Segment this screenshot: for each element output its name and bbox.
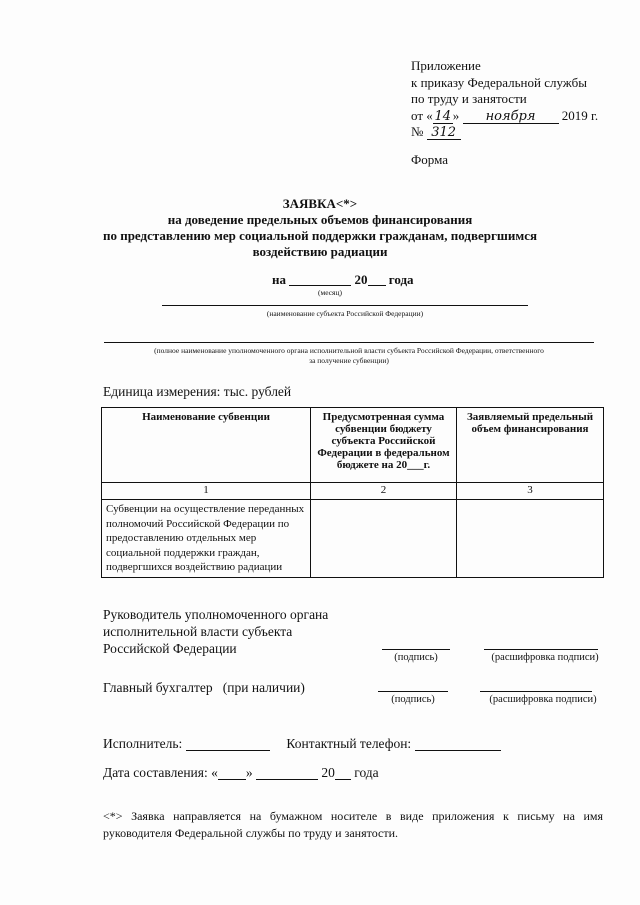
date-year: 2019 г. — [561, 107, 599, 123]
appendix-line2: к приказу Федеральной службы — [411, 74, 587, 90]
month-caption: (месяц) — [317, 288, 343, 297]
accountant-sign-caption: (подпись) — [391, 694, 435, 705]
head-signature-line[interactable] — [382, 649, 450, 650]
table-row — [102, 500, 604, 578]
accountant-signature-line[interactable] — [378, 691, 448, 692]
month-blank — [289, 274, 351, 286]
date-mid: » — [452, 107, 460, 123]
executor-label: Исполнитель: — [103, 736, 183, 751]
subject-caption: (наименование субъекта Российской Федерации) — [266, 309, 424, 318]
head-line3: Российской Федерации — [103, 641, 237, 656]
row-name-cell: Субвенции на осуществление переданных полномочий Российской Федерации по предоставлению отдельных мер социальной поддержки граждан, подвергшихся воздействию радиации — [102, 500, 311, 578]
compile-year-suffix: года — [354, 765, 379, 780]
year-prefix: 20 — [354, 272, 368, 287]
appendix-line1: Приложение — [411, 58, 481, 73]
form-label: Форма — [411, 152, 448, 167]
date-day: 14 — [434, 108, 452, 124]
compile-date-label: Дата составления: « — [103, 765, 218, 780]
title-line2: на доведение предельных объемов финансирования — [167, 212, 473, 227]
accountant-decode-line[interactable] — [480, 691, 592, 692]
head-decode-line[interactable] — [484, 649, 598, 650]
head-decode-caption: (расшифровка подписи) — [491, 652, 599, 663]
title-line1: ЗАЯВКА<*> — [282, 196, 358, 211]
header-cell-amount: Предусмотренная сумма субвенции бюджету субъекта Российской Федерации в федеральном бюджете на 20___г. — [311, 408, 457, 483]
header-cell-name: Наименование субвенции — [102, 408, 311, 483]
subject-line — [162, 305, 528, 306]
compile-year-prefix: 20 — [321, 765, 335, 780]
row-amount-cell[interactable] — [311, 500, 457, 578]
appendix-number — [411, 124, 598, 141]
head-block — [103, 606, 328, 657]
date-prefix: от « — [411, 107, 433, 123]
compile-day-field[interactable] — [218, 767, 246, 780]
period-prefix: на — [272, 272, 286, 287]
period-line — [272, 272, 414, 288]
number-cell-2: 2 — [311, 483, 457, 500]
subvention-table — [101, 407, 604, 578]
accountant-decode-caption: (расшифровка подписи) — [489, 694, 597, 705]
order-number: 312 — [427, 127, 461, 140]
phone-label: Контактный телефон: — [286, 736, 412, 751]
accountant-label: Главный бухгалтер (при наличии) — [103, 680, 305, 695]
organ-caption-line1: (полное наименование уполномоченного органа исполнительной власти субъекта Российской Федерации, ответственного — [154, 346, 544, 355]
table-header-row — [102, 408, 604, 483]
organ-line — [104, 342, 594, 343]
head-sign-caption: (подпись) — [394, 652, 438, 663]
date-month: ноября — [463, 111, 559, 124]
title-line3: по представлению мер социальной поддержки гражданам, подвергшимся — [102, 228, 538, 243]
year-suffix: года — [388, 272, 414, 287]
head-line1: Руководитель уполномоченного органа — [103, 607, 329, 622]
row-requested-cell[interactable] — [457, 500, 604, 578]
unit-label: Единица измерения: тыс. рублей — [103, 384, 292, 399]
appendix-date — [411, 108, 598, 125]
appendix-block — [411, 58, 598, 141]
year-blank — [368, 274, 386, 286]
compile-month-field[interactable] — [256, 767, 318, 780]
header-cell-requested: Заявляемый предельный объем финансирования — [457, 408, 604, 483]
number-prefix: № — [411, 124, 424, 139]
head-line2: исполнительной власти субъекта — [103, 624, 293, 639]
footnote: <*> Заявка направляется на бумажном носителе в виде приложения к письму на имя руководителя Федеральной службы по труду и занятости. — [103, 809, 603, 840]
executor-field[interactable] — [186, 738, 270, 751]
compile-year-field[interactable] — [335, 767, 351, 780]
phone-field[interactable] — [415, 738, 501, 751]
number-cell-1: 1 — [102, 483, 311, 500]
appendix-line3: по труду и занятости — [411, 91, 527, 106]
title-line4: воздействию радиации — [252, 244, 388, 259]
table-number-row — [102, 483, 604, 500]
compile-date-row — [103, 765, 379, 781]
number-cell-3: 3 — [457, 483, 604, 500]
organ-caption-line2: за получение субвенции) — [309, 356, 389, 365]
executor-row — [103, 736, 501, 752]
compile-date-mid: » — [245, 765, 253, 780]
